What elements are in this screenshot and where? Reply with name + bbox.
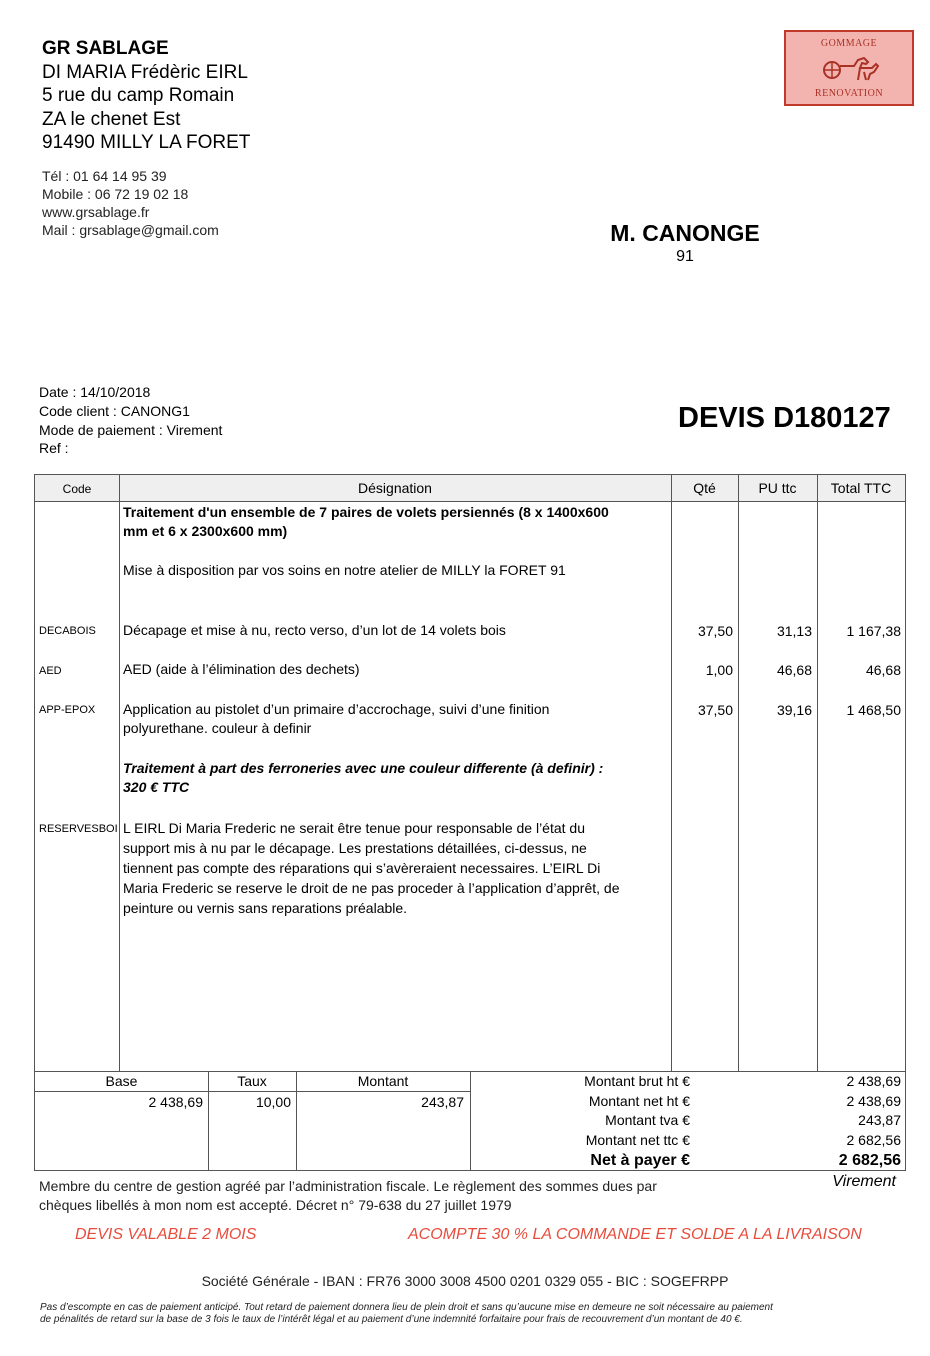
- vat-header-rate: Taux: [237, 1073, 267, 1089]
- payment-mode: Mode de paiement : Virement: [39, 422, 223, 438]
- company-owner: DI MARIA Frédèric EIRL: [42, 62, 248, 83]
- net-to-pay-value: 2 682,56: [838, 1152, 901, 1169]
- vat-total-value: 243,87: [858, 1112, 901, 1128]
- legal-mention: [39, 1177, 729, 1215]
- company-email: Mail : grsablage@gmail.com: [42, 222, 219, 238]
- reserve-line: L EIRL Di Maria Frederic ne serait être tenue pour responsable de l’état du: [123, 820, 585, 836]
- company-city: 91490 MILLY LA FORET: [42, 132, 251, 153]
- vat-amount: 243,87: [421, 1094, 464, 1110]
- company-name: GR SABLAGE: [42, 38, 169, 59]
- reserve-line: Maria Frederic se reserve le droit de ne pas proceder à l’application d’apprêt, de: [123, 880, 620, 896]
- payment-method: Virement: [832, 1173, 896, 1190]
- intro-title-line-1: Traitement d'un ensemble de 7 paires de volets persiennés (8 x 1400x600: [123, 504, 609, 520]
- header-code: Code: [62, 482, 92, 496]
- ironwork-note-line-2: 320 € TTC: [123, 779, 190, 795]
- penalty-line: de pénalités de retard sur la base de 3 fois le taux de l’intérêt légal et au paiement d’une indemnité forfaitaire pour frais de recouvrement d’un montant de 40 €.: [40, 1314, 743, 1325]
- logo-top-text: GOMMAGE: [820, 38, 878, 49]
- gross-ht-value: 2 438,69: [846, 1073, 901, 1089]
- totals-block: [34, 1071, 906, 1171]
- document-date: Date : 14/10/2018: [39, 384, 151, 400]
- company-zone: ZA le chenet Est: [42, 109, 181, 130]
- net-ht-label: Montant net ht €: [588, 1093, 690, 1109]
- vat-header-amount: Montant: [357, 1073, 409, 1089]
- reserve-line: peinture ou vernis sans reparations préalable.: [123, 900, 408, 916]
- legal-line: Membre du centre de gestion agréé par l’administration fiscale. Le règlement des sommes dues par: [39, 1178, 657, 1194]
- row-code: AED: [39, 665, 62, 677]
- net-ht-value: 2 438,69: [846, 1093, 901, 1109]
- logo-bottom-text: RENOVATION: [814, 88, 884, 99]
- validity-notice: DEVIS VALABLE 2 MOIS: [75, 1226, 257, 1243]
- header-total: Total TTC: [830, 480, 892, 496]
- row-qty: 37,50: [697, 623, 733, 639]
- client-city: 91: [676, 248, 694, 265]
- client-name: M. CANONGE: [610, 220, 760, 246]
- document-title: DEVIS D180127: [678, 402, 891, 434]
- row-total: 1 468,50: [846, 702, 901, 718]
- company-street: 5 rue du camp Romain: [42, 85, 235, 106]
- client-code: Code client : CANONG1: [39, 403, 190, 419]
- row-description-cont: polyurethane. couleur à definir: [123, 720, 312, 736]
- vat-total-label: Montant tva €: [605, 1112, 690, 1128]
- header-unit-price: PU ttc: [758, 480, 797, 496]
- net-to-pay-label: Net à payer €: [590, 1152, 690, 1169]
- header-qty: Qté: [693, 480, 716, 496]
- vat-base: 2 438,69: [148, 1094, 203, 1110]
- row-description: Décapage et mise à nu, recto verso, d’un lot de 14 volets bois: [123, 622, 506, 638]
- reserve-line: support mis à nu par le décapage. Les prestations détaillées, ci-dessus, ne: [123, 840, 587, 856]
- gross-ht-label: Montant brut ht €: [584, 1073, 690, 1089]
- row-code: DECABOIS: [39, 625, 96, 637]
- quote-lines-table: [34, 474, 906, 1072]
- vat-header-base: Base: [105, 1073, 138, 1089]
- row-description: Application au pistolet d’un primaire d’accrochage, suivi d’une finition: [123, 701, 550, 717]
- vat-rate: 10,00: [255, 1094, 291, 1110]
- penalty-notice: [40, 1302, 910, 1326]
- company-logo: [784, 30, 914, 106]
- row-total: 46,68: [865, 662, 901, 678]
- reserve-line: tiennent pas compte des réparations qui s’avèreraient necessaires. L’EIRL Di: [123, 860, 601, 876]
- net-ttc-value: 2 682,56: [846, 1132, 901, 1148]
- horse-cart-icon: [820, 52, 882, 82]
- company-website: www.grsablage.fr: [42, 204, 150, 220]
- row-code: RESERVESBOI: [39, 823, 118, 835]
- row-unit-price: 31,13: [776, 623, 812, 639]
- row-unit-price: 39,16: [776, 702, 812, 718]
- bank-details: Société Générale - IBAN : FR76 3000 3008 4500 0201 0329 055 - BIC : SOGEFRPP: [201, 1273, 729, 1289]
- row-total: 1 167,38: [846, 623, 901, 639]
- intro-title-line-2: mm et 6 x 2300x600 mm): [123, 523, 288, 539]
- row-unit-price: 46,68: [776, 662, 812, 678]
- reference: Ref :: [39, 440, 69, 456]
- row-qty: 37,50: [697, 702, 733, 718]
- legal-line: chèques libellés à mon nom est accepté. Décret n° 79-638 du 27 juillet 1979: [39, 1197, 512, 1213]
- company-tel: Tél : 01 64 14 95 39: [42, 168, 167, 184]
- penalty-line: Pas d’escompte en cas de paiement anticipé. Tout retard de paiement donnera lieu de plein droit et sans qu’aucune mise en demeure ne soit nécessaire au paiement: [40, 1302, 773, 1313]
- net-ttc-label: Montant net ttc €: [585, 1132, 690, 1148]
- row-qty: 1,00: [705, 662, 733, 678]
- ironwork-note-line-1: Traitement à part des ferroneries avec une couleur differente (à definir) :: [123, 760, 604, 776]
- header-designation: Désignation: [358, 480, 432, 496]
- row-code: APP-EPOX: [39, 704, 96, 716]
- intro-text: Mise à disposition par vos soins en notre atelier de MILLY la FORET 91: [123, 562, 566, 578]
- row-description: AED (aide à l’élimination des dechets): [123, 661, 360, 677]
- deposit-notice: ACOMPTE 30 % LA COMMANDE ET SOLDE A LA LIVRAISON: [408, 1226, 862, 1243]
- company-mobile: Mobile : 06 72 19 02 18: [42, 186, 189, 202]
